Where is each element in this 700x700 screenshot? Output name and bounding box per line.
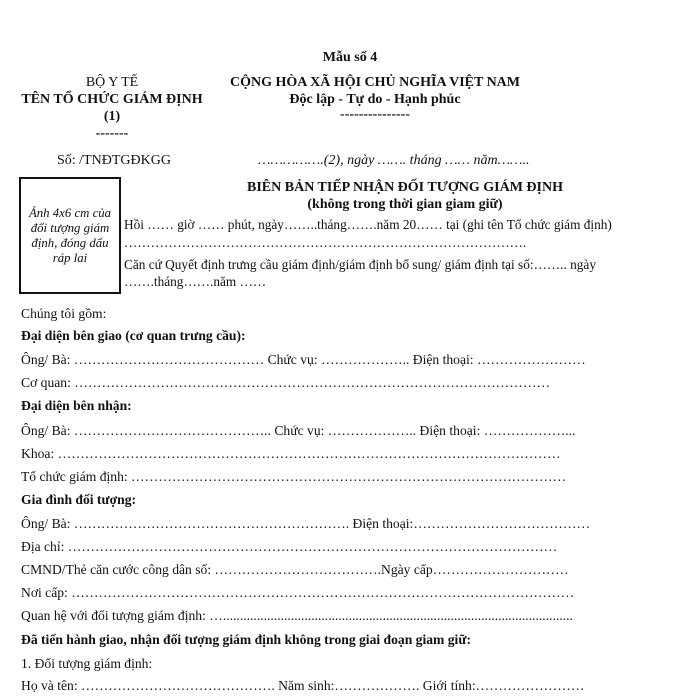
subject-heading: 1. Đối tượng giám định: xyxy=(21,656,153,671)
family-relation: Quan hệ với đối tượng giám định: …....................................................................................................... xyxy=(21,608,573,623)
national-motto: Độc lập - Tự do - Hạnh phúc xyxy=(289,92,461,107)
participants-label: Chúng tôi gồm: xyxy=(21,306,107,321)
family-id-card: CMND/Thẻ căn cước công dân số: ……………………………….Ngày cấp………………………… xyxy=(21,562,569,577)
title-subtitle: (không trong thời gian giam giữ) xyxy=(307,197,503,212)
receiver-organization: Tổ chức giám định: …………………………………………………………………………………… xyxy=(21,469,567,484)
basis-line-1: Căn cứ Quyết định trưng cầu giám định/giám định bổ sung/ giám định tại số:…….. ngày xyxy=(124,257,596,272)
photo-instruction: Ảnh 4x6 cm của đối tượng giám định, đóng dấu ráp lai xyxy=(28,205,112,265)
document-number: Số: /TNĐTGĐKGG xyxy=(57,153,171,168)
right-header-divider: --------------- xyxy=(340,107,410,122)
receiver-person: Ông/ Bà: …………………………………….. Chức vụ: ……………….. Điện thoại: ………………... xyxy=(21,423,576,438)
family-issue-place: Nơi cấp: ………………………………………………………………………………………………… xyxy=(21,585,575,600)
subject-name: Họ và tên: ……………………………………. Năm sinh:………………. Giới tính:…………………… xyxy=(21,678,585,693)
place-and-date: …………….(2), ngày ……. tháng …… năm…….. xyxy=(258,153,530,168)
section-receiver: Đại diện bên nhận: xyxy=(21,398,132,413)
section-sender: Đại diện bên giao (cơ quan trưng cầu): xyxy=(21,328,246,343)
family-address: Địa chỉ: ……………………………………………………………………………………………… xyxy=(21,539,558,554)
organization-note: (1) xyxy=(103,109,121,124)
section-handover: Đã tiến hành giao, nhận đối tượng giám định không trong giai đoạn giam giữ: xyxy=(21,632,472,647)
document-title xyxy=(180,179,630,213)
ministry-name: BỘ Y TẾ xyxy=(85,75,139,90)
title-main: BIÊN BẢN TIẾP NHẬN ĐỐI TƯỢNG GIÁM ĐỊNH xyxy=(247,180,563,195)
organization-name: TÊN TỔ CHỨC GIÁM ĐỊNH xyxy=(21,92,203,107)
family-person: Ông/ Bà: ……………………………………………………. Điện thoại:………………………………… xyxy=(21,516,591,531)
section-family: Gia đình đối tượng: xyxy=(21,492,137,507)
receiver-department: Khoa: ………………………………………………………………………………………………… xyxy=(21,446,561,461)
left-header xyxy=(14,74,210,142)
intro-time: Hồi …… giờ …… phút, ngày……..tháng…….năm 20…… tại (ghi tên Tổ chức giám định) xyxy=(124,217,612,232)
form-number: Mẫu số 4 xyxy=(322,50,378,65)
basis-line-2: …….tháng…….năm …… xyxy=(124,274,267,289)
country-name: CỘNG HÒA XÃ HỘI CHỦ NGHĨA VIỆT NAM xyxy=(229,75,520,90)
left-header-divider: ------- xyxy=(95,126,129,141)
right-header xyxy=(210,74,540,122)
sender-person: Ông/ Bà: …………………………………… Chức vụ: ……………….. Điện thoại: …………………… xyxy=(21,352,586,367)
photo-placeholder xyxy=(19,177,121,294)
sender-agency: Cơ quan: …………………………………………………………………………………………… xyxy=(21,375,551,390)
intro-time-continued: ………………………………………………………………………………. xyxy=(124,235,527,250)
